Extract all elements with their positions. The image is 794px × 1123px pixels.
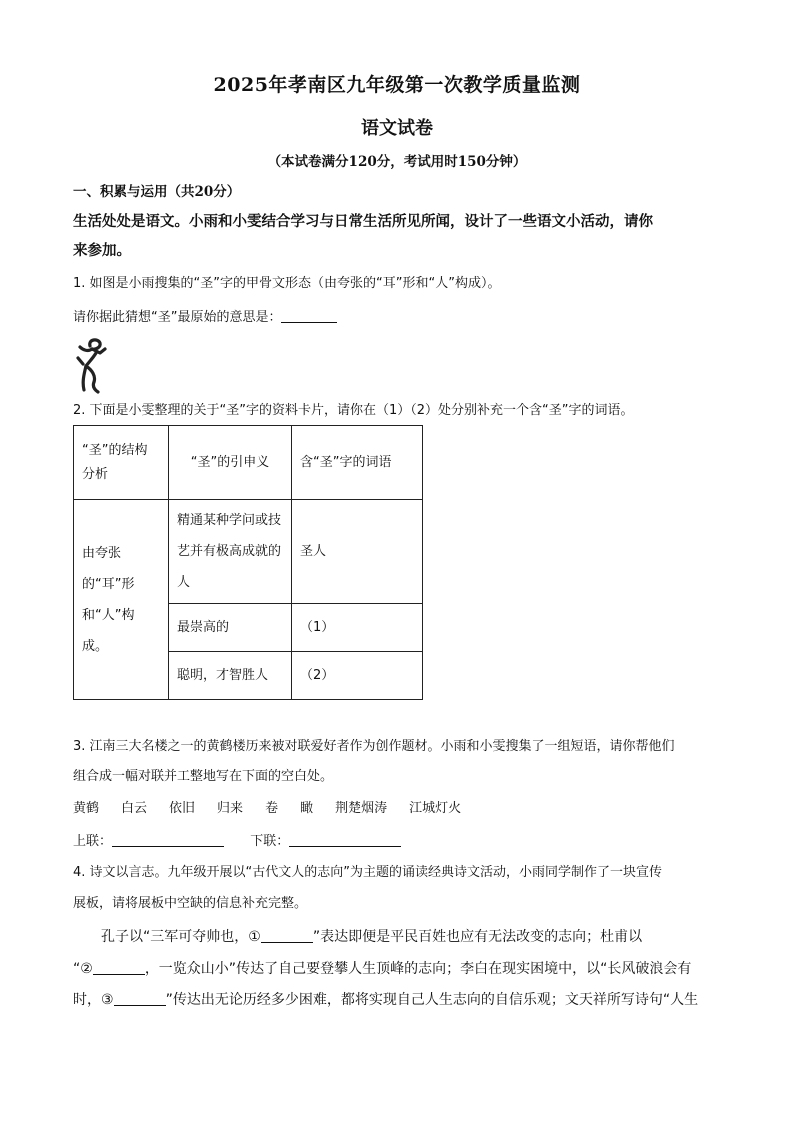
q1-prompt: 请你据此猜想“圣”最原始的意思是： (73, 310, 282, 325)
section-intro-line1: 生活处处是语文。小雨和小雯结合学习与日常生活所见所闻，设计了一些语文小活动，请你 (73, 213, 653, 230)
q4-text: ，一览众山小”传达了自己要登攀人生顶峰的志向；李白在现实困境中，以“长风破浪会有 (144, 961, 692, 977)
q4-text: ”表达即便是平民百姓也应有无法改变的志向；杜甫以 (312, 929, 643, 945)
card-header-meaning: “圣”的引申义 (169, 426, 292, 500)
q4-text: ”传达出无论历经多少困难，都将实现自己人生志向的自信乐观；文天祥所写诗句“人生 (165, 992, 699, 1008)
section-heading: 一、积累与运用（共20分） (73, 184, 241, 200)
lower-couplet-blank[interactable] (289, 832, 401, 847)
phrase-item: 白云 (121, 801, 148, 816)
phrase-item: 荆楚烟涛 (335, 801, 388, 816)
lower-couplet-label: 下联： (250, 834, 290, 849)
q4-text: 孔子以“三军可夺帅也，① (101, 929, 261, 945)
q4-line1: 4. 诗文以言志。九年级开展以“古代文人的志向”为主题的诵读经典诗文活动，小雨同学制作了一块宣传 (73, 865, 663, 880)
q3-line1: 3. 江南三大名楼之一的黄鹤楼历来被对联爱好者作为创作题材。小雨和小雯搜集了一组短语，请你帮他们 (73, 739, 675, 754)
q3-word-list (73, 800, 733, 818)
upper-couplet-blank[interactable] (112, 832, 224, 847)
phrase-item: 归来 (217, 801, 244, 816)
q1-answer-blank[interactable] (281, 308, 337, 323)
q4-text: “② (73, 961, 93, 977)
q3-couplet-lines (73, 832, 733, 851)
card-meaning-cell: 聪明，才智胜人 (169, 652, 292, 700)
card-header-words: 含“圣”字的词语 (292, 426, 423, 500)
q4-paragraph-line3 (73, 991, 733, 1009)
sheng-info-card (73, 425, 423, 700)
card-row (74, 500, 423, 604)
exam-note: （本试卷满分120分，考试用时150分钟） (267, 154, 527, 170)
card-header-row (74, 426, 423, 500)
q4-blank-1[interactable] (261, 928, 313, 943)
phrase-item: 黄鹤 (73, 801, 100, 816)
card-header-structure: “圣”的结构分析 (74, 426, 169, 500)
q1-line1: 1. 如图是小雨搜集的“圣”字的甲骨文形态（由夸张的“耳”形和“人”构成）。 (73, 276, 501, 291)
phrase-item: 瞰 (300, 801, 314, 816)
oracle-bone-sheng-glyph (74, 336, 108, 394)
q3-line2: 组合成一幅对联并工整地写在下面的空白处。 (73, 769, 334, 784)
q4-blank-3[interactable] (114, 991, 166, 1006)
phrase-item: 卷 (265, 801, 279, 816)
section-intro-line2: 来参加。 (73, 242, 131, 259)
card-word-cell: 圣人 (292, 500, 423, 604)
q4-paragraph-line2 (73, 960, 733, 978)
phrase-item: 江城灯火 (409, 801, 462, 816)
q4-paragraph-line1 (101, 928, 761, 946)
q4-blank-2[interactable] (93, 960, 145, 975)
phrase-item: 依旧 (169, 801, 196, 816)
card-word-blank-2[interactable]: （2） (292, 652, 423, 700)
exam-title: 2025年孝南区九年级第一次教学质量监测 (213, 74, 581, 96)
q4-line2: 展板，请将展板中空缺的信息补充完整。 (73, 896, 308, 911)
card-word-blank-1[interactable]: （1） (292, 604, 423, 652)
card-meaning-cell: 精通某种学问或技艺并有极高成就的人 (169, 500, 292, 604)
q2-line1: 2. 下面是小雯整理的关于“圣”字的资料卡片，请你在（1）（2）处分别补充一个含“圣”字的词语。 (73, 403, 634, 418)
q1-line2 (73, 308, 733, 327)
card-meaning-cell: 最崇高的 (169, 604, 292, 652)
exam-subtitle: 语文试卷 (361, 118, 433, 139)
upper-couplet-label: 上联： (73, 834, 113, 849)
q4-text: 时，③ (73, 992, 114, 1008)
card-structure-cell: 由夸张的“耳”形和“人”构成。 (74, 500, 169, 700)
